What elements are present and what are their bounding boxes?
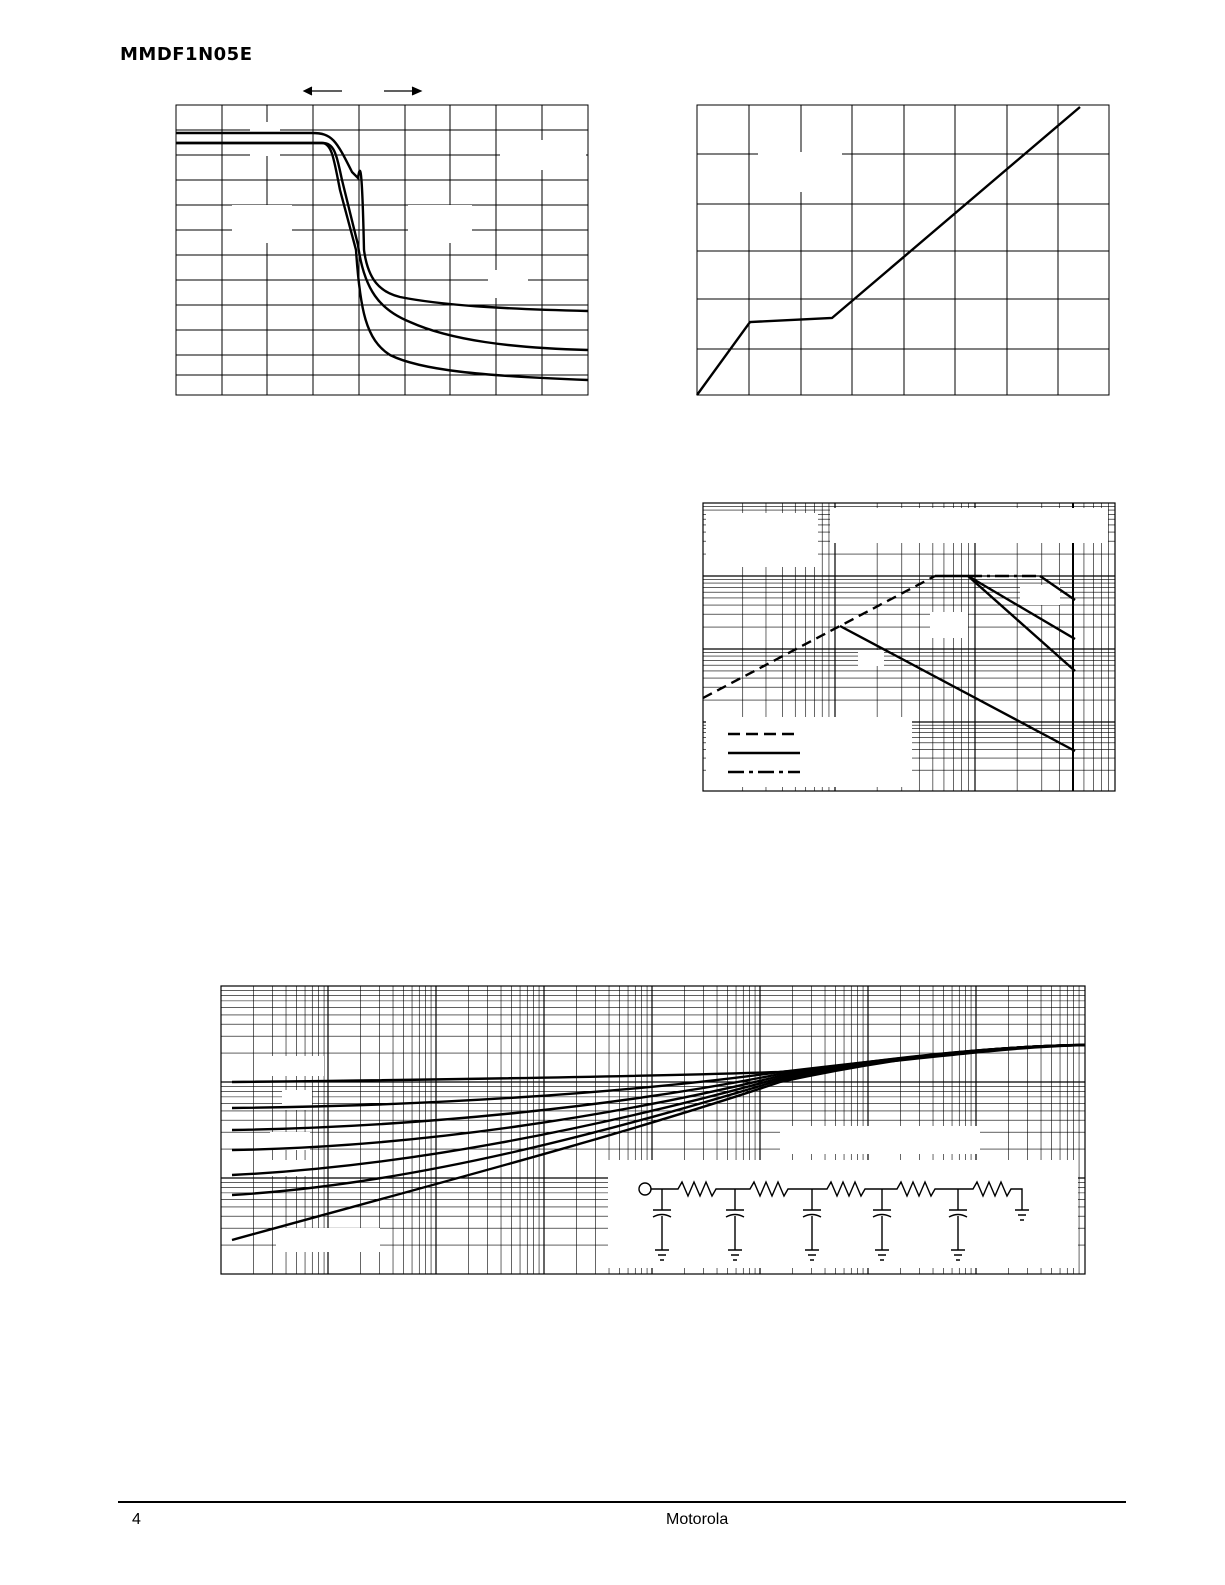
figure-top-right-grid: [697, 105, 1109, 395]
figure-top-left: [176, 87, 588, 395]
figure-top-left-label-masks: [232, 122, 586, 298]
figure-top-right-label-mask: [758, 152, 842, 192]
curve-d01: [232, 1045, 1085, 1130]
page-number: 4: [132, 1511, 141, 1528]
curve-2: [176, 143, 588, 350]
figure-bottom-label-masks: [270, 1056, 1078, 1268]
curve-d002: [232, 1045, 1085, 1175]
curve-3: [176, 143, 588, 380]
footer-company-name: Motorola: [666, 1511, 729, 1528]
figure-middle-right: [703, 503, 1115, 791]
curve-d05: [232, 1045, 1085, 1082]
dashed-limit-line: [703, 576, 935, 698]
network-input-terminal: [639, 1183, 651, 1195]
figure-bottom: [221, 986, 1085, 1274]
figure-top-left-curves: [176, 133, 588, 380]
figure-top-right: [697, 105, 1109, 395]
figure-top-left-arrows: [304, 87, 421, 95]
part-number-header: MMDF1N05E: [120, 44, 253, 65]
